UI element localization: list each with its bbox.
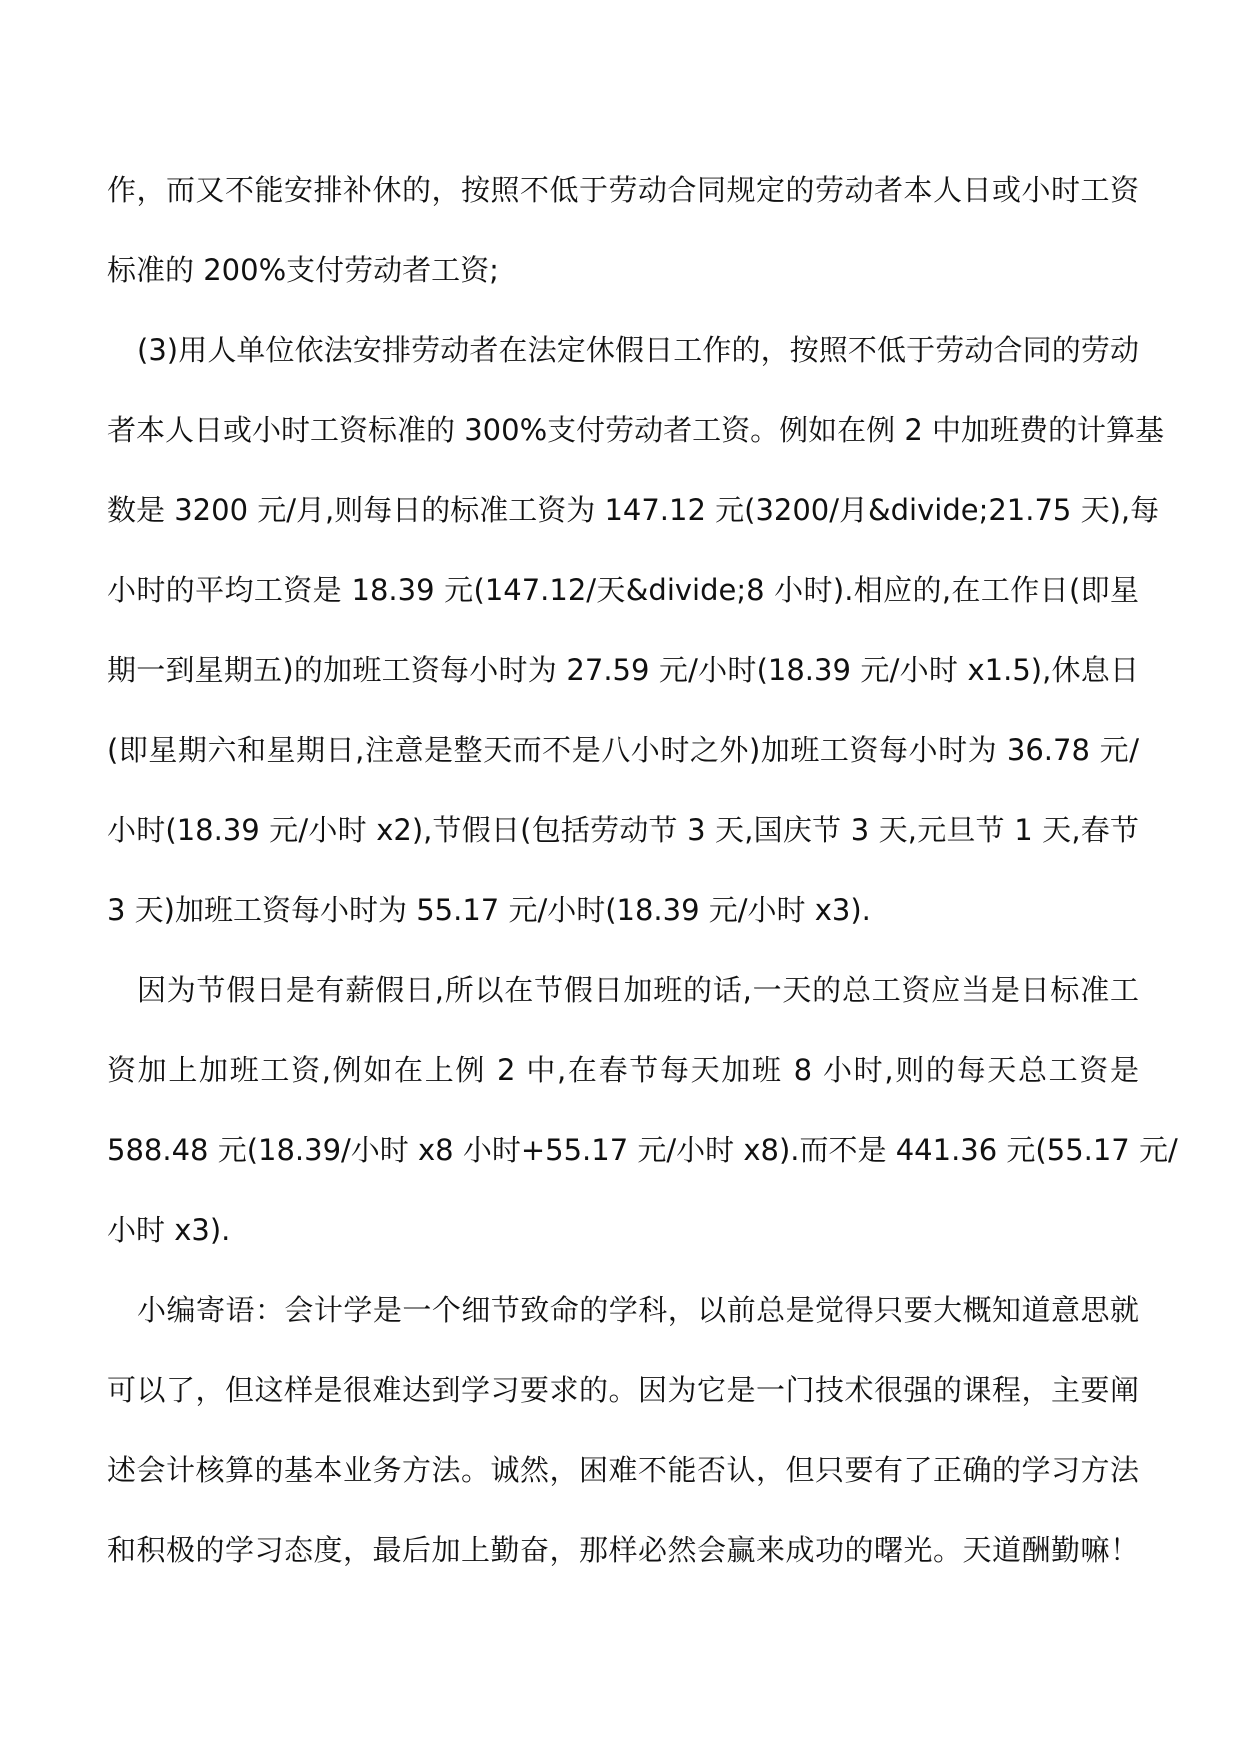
text-line: 者本人日或小时工资标准的 300%支付劳动者工资。例如在例 2 中加班费的计算基 <box>107 413 1165 447</box>
text-line: 标准的 200%支付劳动者工资; <box>107 253 499 287</box>
text-line: 3 天)加班工资每小时为 55.17 元/小时(18.39 元/小时 x3). <box>107 893 871 927</box>
text-line: 作，而又不能安排补休的，按照不低于劳动合同规定的劳动者本人日或小时工资 <box>107 173 1139 207</box>
text-line: 资加上加班工资,例如在上例 2 中,在春节每天加班 8 小时,则的每天总工资是 <box>107 1053 1139 1087</box>
text-line: 小时(18.39 元/小时 x2),节假日(包括劳动节 3 天,国庆节 3 天,元旦节 1 天,春节 <box>107 813 1139 847</box>
text-line: 和积极的学习态度，最后加上勤奋，那样必然会赢来成功的曙光。天道酬勤嘛！ <box>107 1533 1139 1567</box>
text-line: 述会计核算的基本业务方法。诚然，困难不能否认，但只要有了正确的学习方法 <box>107 1453 1139 1487</box>
text-line: 数是 3200 元/月,则每日的标准工资为 147.12 元(3200/月&divide;21.75 天),每 <box>107 493 1160 527</box>
paragraph-start-line: 因为节假日是有薪假日,所以在节假日加班的话,一天的总工资应当是日标准工 <box>137 973 1139 1007</box>
text-line: 小时 x3). <box>107 1213 231 1247</box>
paragraph-start-line: (3)用人单位依法安排劳动者在法定休假日工作的，按照不低于劳动合同的劳动 <box>137 333 1139 367</box>
text-line: (即星期六和星期日,注意是整天而不是八小时之外)加班工资每小时为 36.78 元/ <box>107 733 1139 767</box>
paragraph-start-line: 小编寄语：会计学是一个细节致命的学科，以前总是觉得只要大概知道意思就 <box>137 1293 1139 1327</box>
text-line: 小时的平均工资是 18.39 元(147.12/天&divide;8 小时).相应的,在工作日(即星 <box>107 573 1139 607</box>
body-text <box>107 160 1178 1600</box>
text-line: 588.48 元(18.39/小时 x8 小时+55.17 元/小时 x8).而不是 441.36 元(55.17 元/ <box>107 1133 1178 1167</box>
text-line: 期一到星期五)的加班工资每小时为 27.59 元/小时(18.39 元/小时 x1.5),休息日 <box>107 653 1139 687</box>
text-line: 可以了，但这样是很难达到学习要求的。因为它是一门技术很强的课程，主要阐 <box>107 1373 1139 1407</box>
